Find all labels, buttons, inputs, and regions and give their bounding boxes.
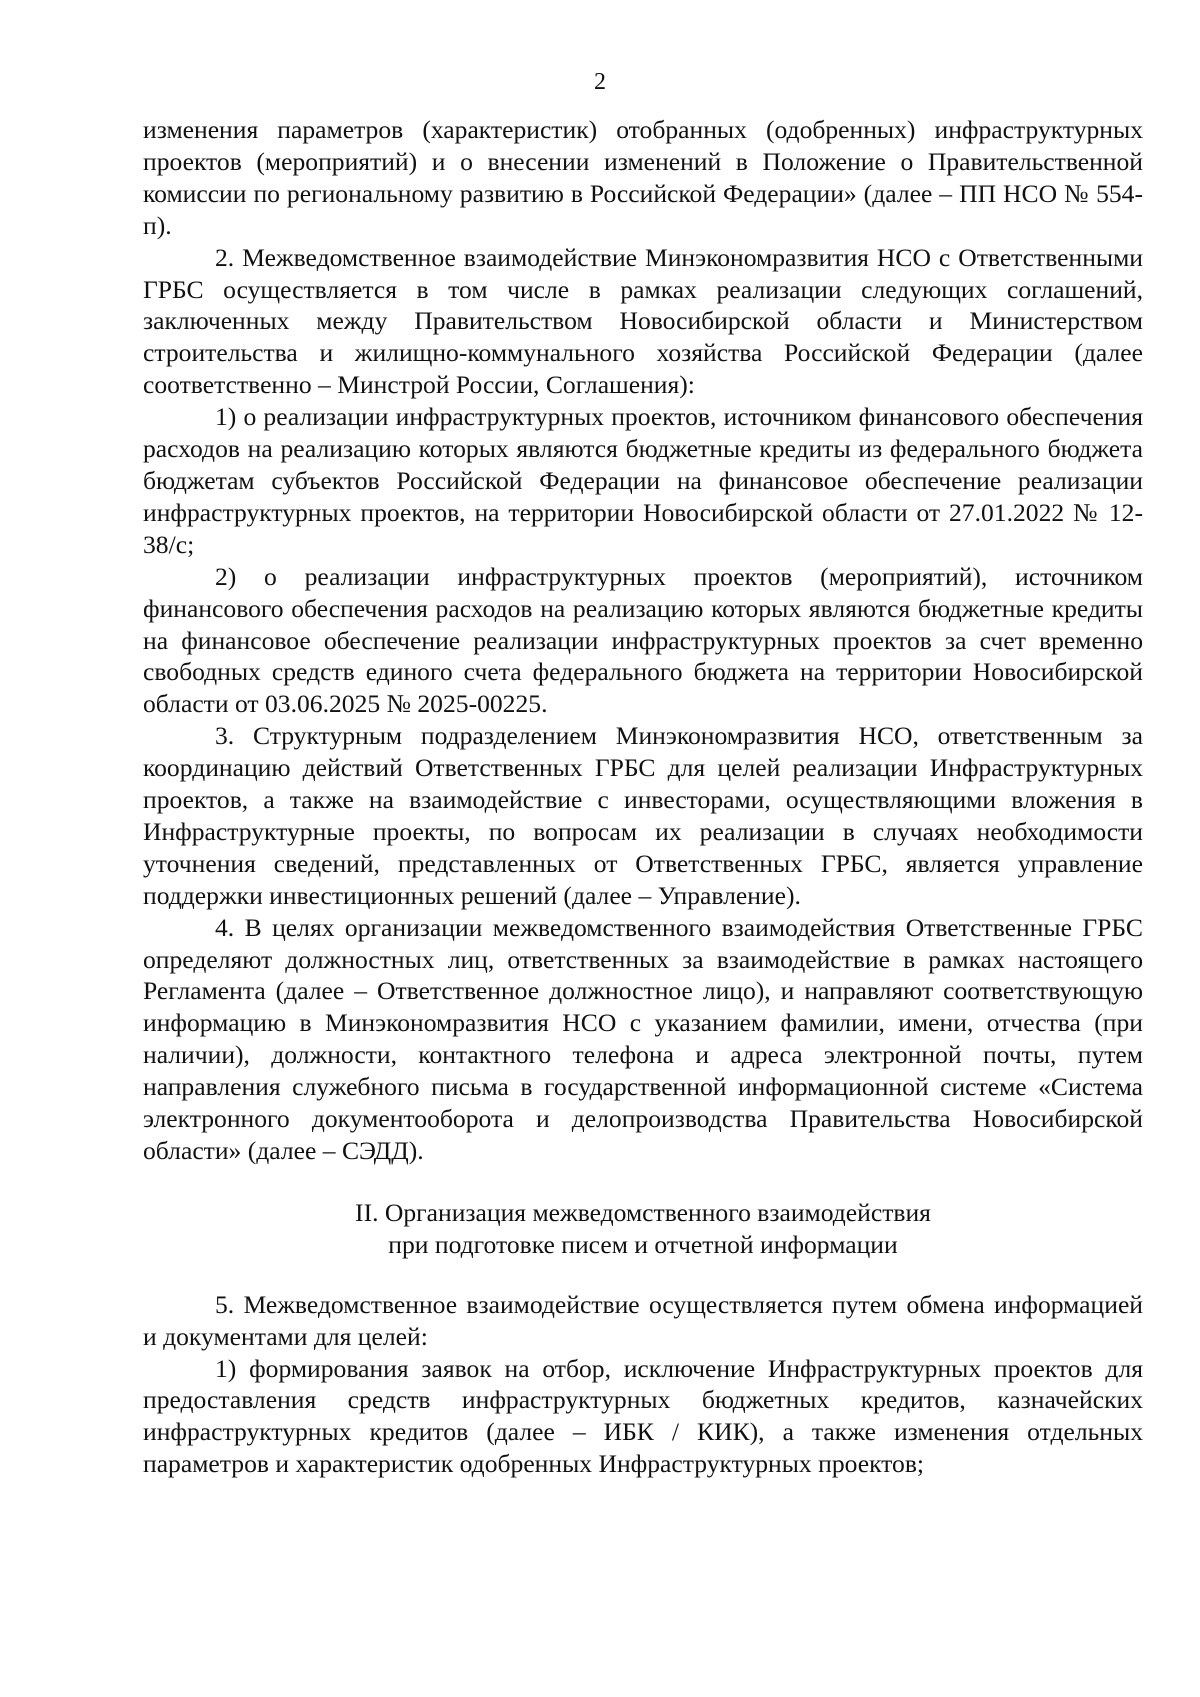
paragraph-4: 4. В целях организации межведомственного взаимодействия Ответственные ГРБС определяют должностных лиц, ответственных за взаимодействие в рамках настоящего Регламента (далее – Ответственное должностное лицо), и направляют соответствующую информацию в Минэкономразвития НСО с указанием фамилии, имени, отчества (при наличии), должности, контактного телефона и адреса электронной почты, путем направления служебного письма в государственной информационной системе «Система электронного документооборота и делопроизводства Правительства Новосибирской области» (далее – СЭДД). [143, 912, 1143, 1165]
paragraph-continuation: изменения параметров (характеристик) отобранных (одобренных) инфраструктурных проектов (мероприятий) и о внесении изменений в Положение о Правительственной комиссии по региональному развитию в Российской Федерации» (далее – ПП НСО № 554-п). [143, 115, 1143, 240]
page-number: 2 [594, 69, 606, 95]
paragraph-5: 5. Межведомственное взаимодействие осуществляется путем обмена информацией и документами для целей: [143, 1289, 1143, 1351]
section-heading [143, 1197, 1143, 1261]
paragraph-2: 2. Межведомственное взаимодействие Минэкономразвития НСО с Ответственными ГРБС осуществляется в том числе в рамках реализации следующих соглашений, заключенных между Правительством Новосибирской области и Министерством строительства и жилищно-коммунального хозяйства Российской Федерации (далее соответственно – Минстрой России, Соглашения): [143, 242, 1143, 400]
paragraph-3: 3. Структурным подразделением Минэкономразвития НСО, ответственным за координацию действий Ответственных ГРБС для целей реализации Инфраструктурных проектов, а также на взаимодействие с инвесторами, осуществляющими вложения в Инфраструктурные проекты, по вопросам их реализации в случаях необходимости уточнения сведений, представленных от Ответственных ГРБС, является управление поддержки инвестиционных решений (далее – Управление). [143, 721, 1143, 910]
document-body [143, 114, 1143, 1480]
paragraph-5-item-1: 1) формирования заявок на отбор, исключение Инфраструктурных проектов для предоставления средств инфраструктурных бюджетных кредитов, казначейских инфраструктурных кредитов (далее – ИБК / КИК), а также изменения отдельных параметров и характеристик одобренных Инфраструктурных проектов; [143, 1353, 1143, 1479]
section-heading-line-2: при подготовке писем и отчетной информации [388, 1229, 898, 1259]
paragraph-2-item-1: 1) о реализации инфраструктурных проектов, источником финансового обеспечения расходов на реализацию которых являются бюджетные кредиты из федерального бюджета бюджетам субъектов Российской Федерации на финансовое обеспечение реализации инфраструктурных проектов, на территории Новосибирской области от 27.01.2022 № 12-38/с; [143, 402, 1143, 559]
paragraph-2-item-2: 2) о реализации инфраструктурных проектов (мероприятий), источником финансового обеспечения расходов на реализацию которых являются бюджетные кредиты на финансовое обеспечение реализации инфраструктурных проектов за счет временно свободных средств единого счета федерального бюджета на территории Новосибирской области от 03.06.2025 № 2025-00225. [143, 561, 1143, 719]
section-heading-line-1: II. Организация межведомственного взаимодействия [355, 1197, 931, 1227]
